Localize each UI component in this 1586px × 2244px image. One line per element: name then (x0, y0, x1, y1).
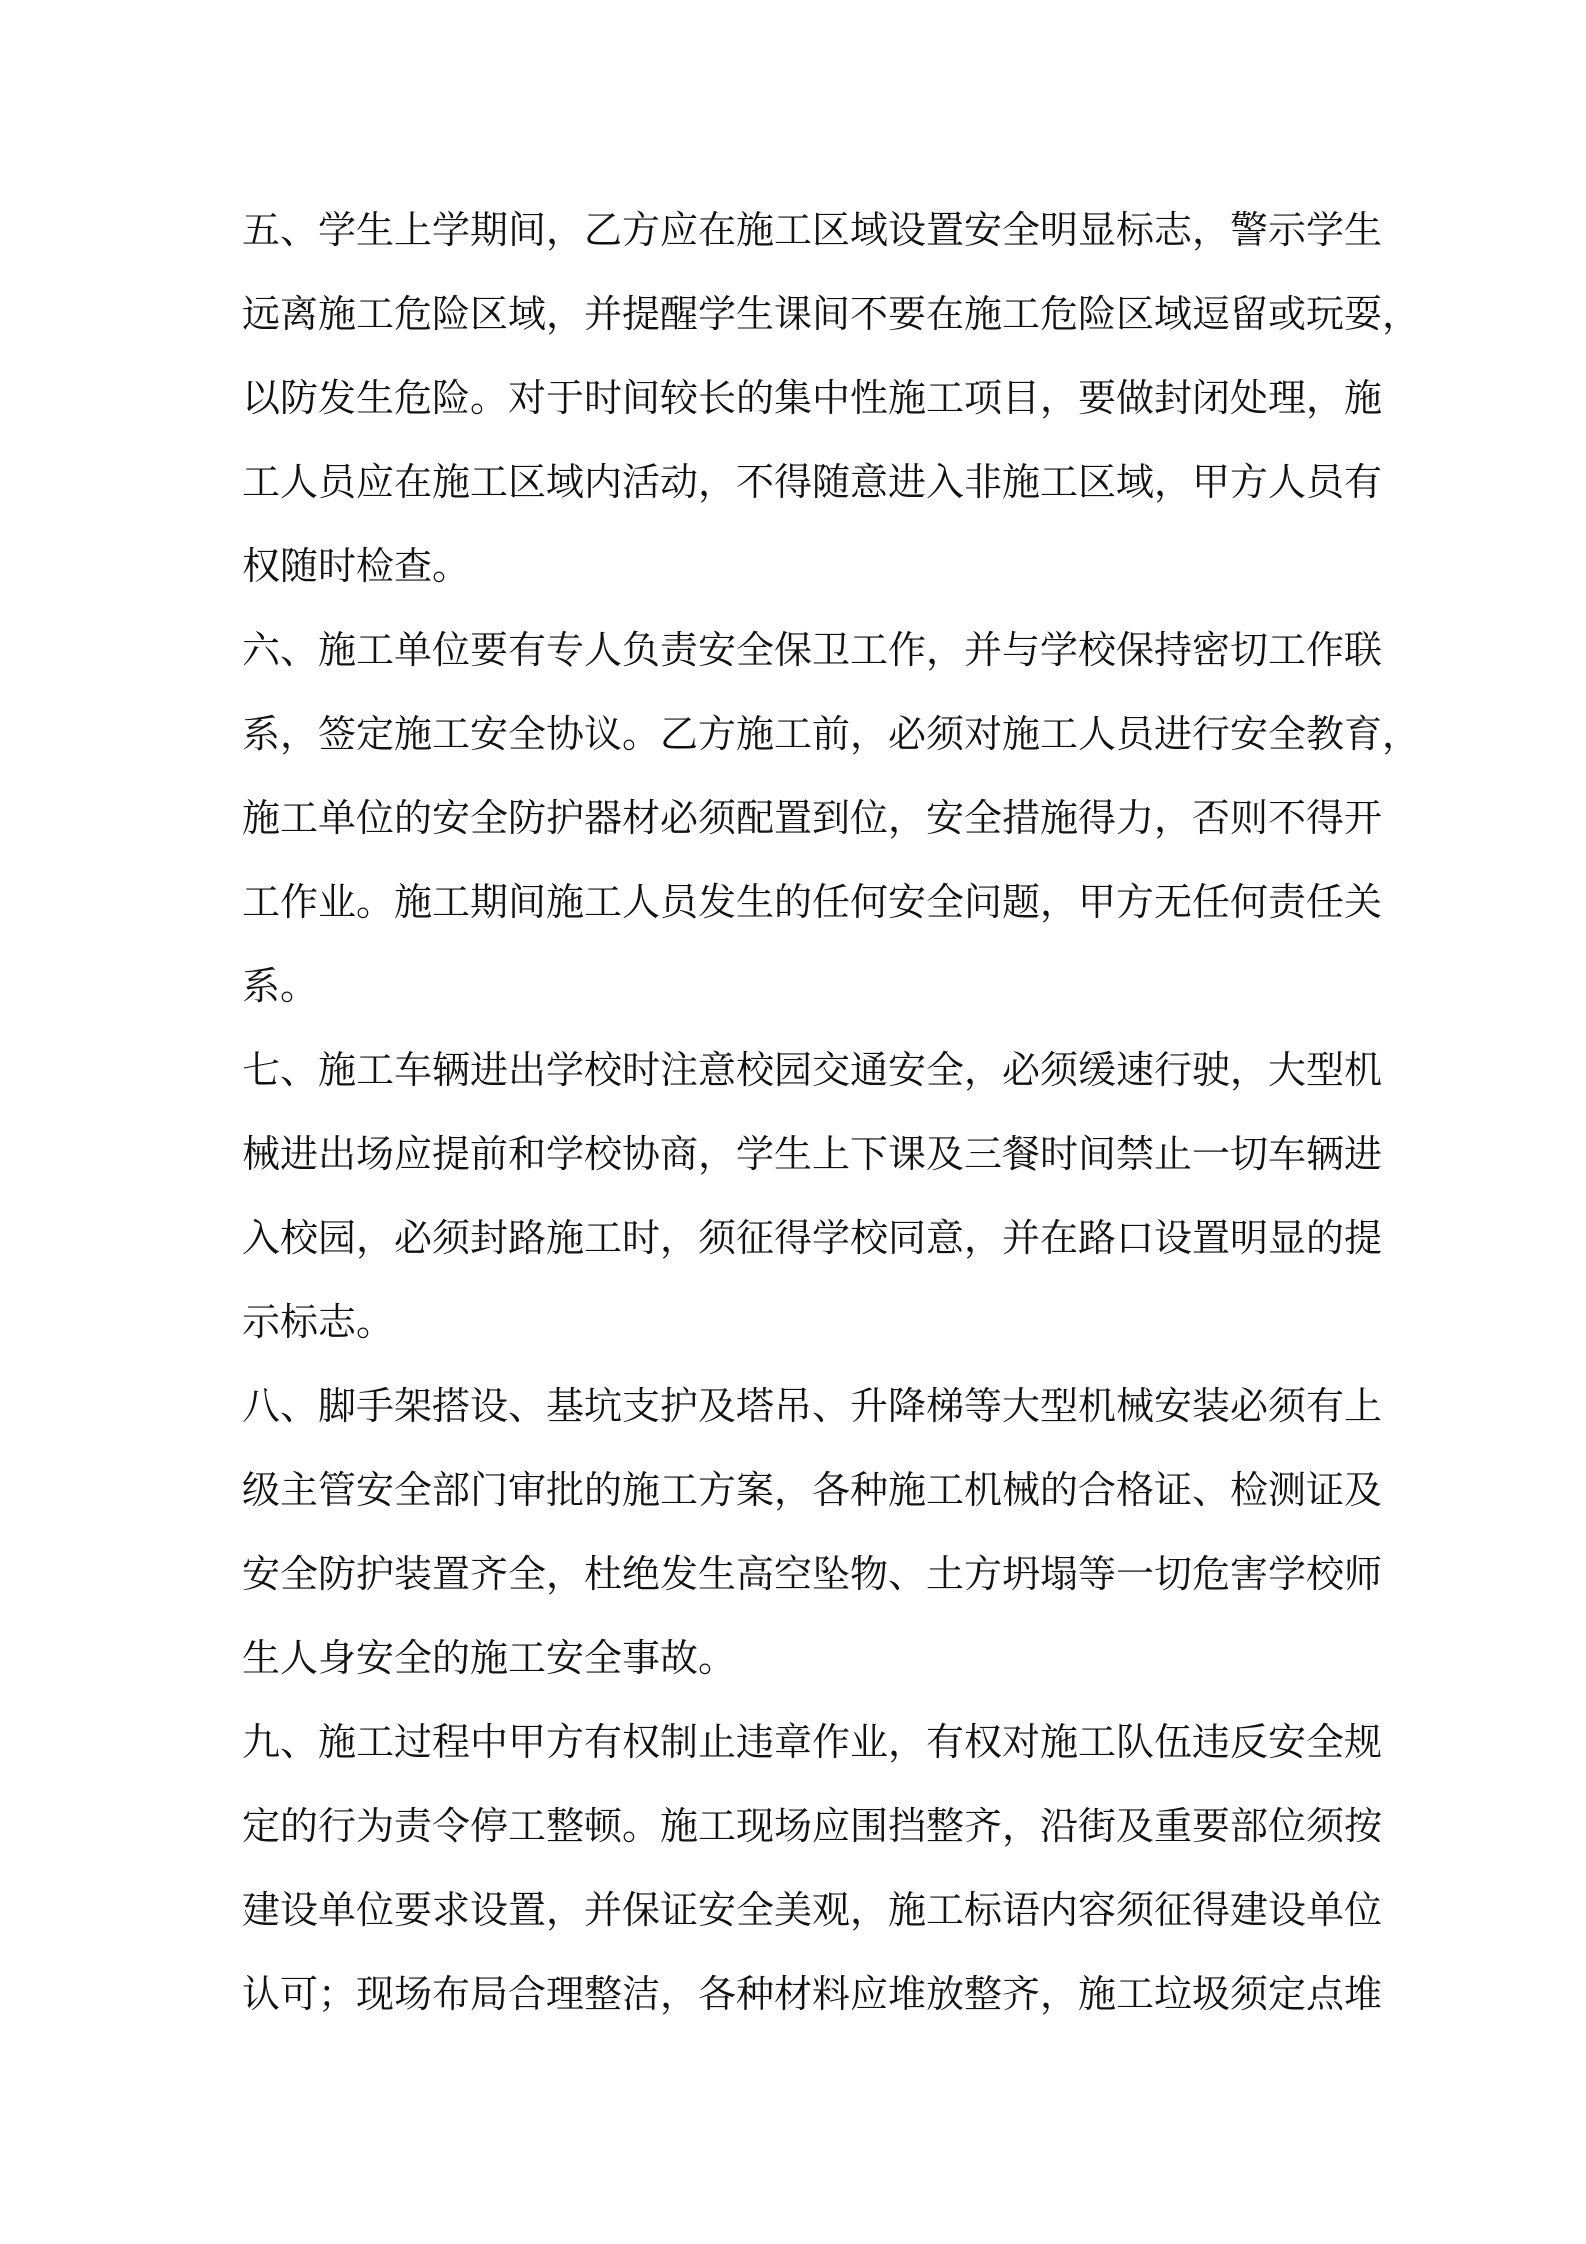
text-line-7: 系，签定施工安全协议。乙方施工前，必须对施工人员进行安全教育， (242, 712, 1421, 756)
text-line-11: 七、施工车辆进出学校时注意校园交通安全，必须缓速行驶，大型机 (242, 1048, 1383, 1092)
document-body (242, 200, 1421, 2048)
text-line-17: 安全防护装置齐全，杜绝发生高空坠物、土方坍塌等一切危害学校师 (242, 1552, 1383, 1596)
text-line-6: 六、施工单位要有专人负责安全保卫工作，并与学校保持密切工作联 (242, 628, 1383, 672)
text-line-20: 定的行为责令停工整顿。施工现场应围挡整齐，沿街及重要部位须按 (242, 1804, 1383, 1848)
text-line-12: 械进出场应提前和学校协商，学生上下课及三餐时间禁止一切车辆进 (242, 1132, 1383, 1176)
text-line-2: 远离施工危险区域，并提醒学生课间不要在施工危险区域逗留或玩耍， (242, 292, 1421, 336)
text-line-13: 入校园，必须封路施工时，须征得学校同意，并在路口设置明显的提 (242, 1216, 1383, 1260)
text-line-5: 权随时检查。 (242, 544, 471, 588)
text-line-9: 工作业。施工期间施工人员发生的任何安全问题，甲方无任何责任关 (242, 880, 1383, 924)
text-line-14: 示标志。 (242, 1300, 395, 1344)
text-line-16: 级主管安全部门审批的施工方案，各种施工机械的合格证、检测证及 (242, 1468, 1383, 1512)
text-line-10: 系。 (242, 964, 319, 1008)
text-line-21: 建设单位要求设置，并保证安全美观，施工标语内容须征得建设单位 (242, 1888, 1383, 1932)
text-line-3: 以防发生危险。对于时间较长的集中性施工项目，要做封闭处理，施 (242, 376, 1383, 420)
text-line-22: 认可；现场布局合理整洁，各种材料应堆放整齐，施工垃圾须定点堆 (242, 1972, 1383, 2016)
text-line-1: 五、学生上学期间，乙方应在施工区域设置安全明显标志，警示学生 (242, 208, 1383, 252)
text-line-19: 九、施工过程中甲方有权制止违章作业，有权对施工队伍违反安全规 (242, 1720, 1383, 1764)
text-line-15: 八、脚手架搭设、基坑支护及塔吊、升降梯等大型机械安装必须有上 (242, 1384, 1383, 1428)
text-line-8: 施工单位的安全防护器材必须配置到位，安全措施得力，否则不得开 (242, 796, 1383, 840)
text-line-4: 工人员应在施工区域内活动，不得随意进入非施工区域，甲方人员有 (242, 460, 1383, 504)
text-line-18: 生人身安全的施工安全事故。 (242, 1636, 737, 1680)
